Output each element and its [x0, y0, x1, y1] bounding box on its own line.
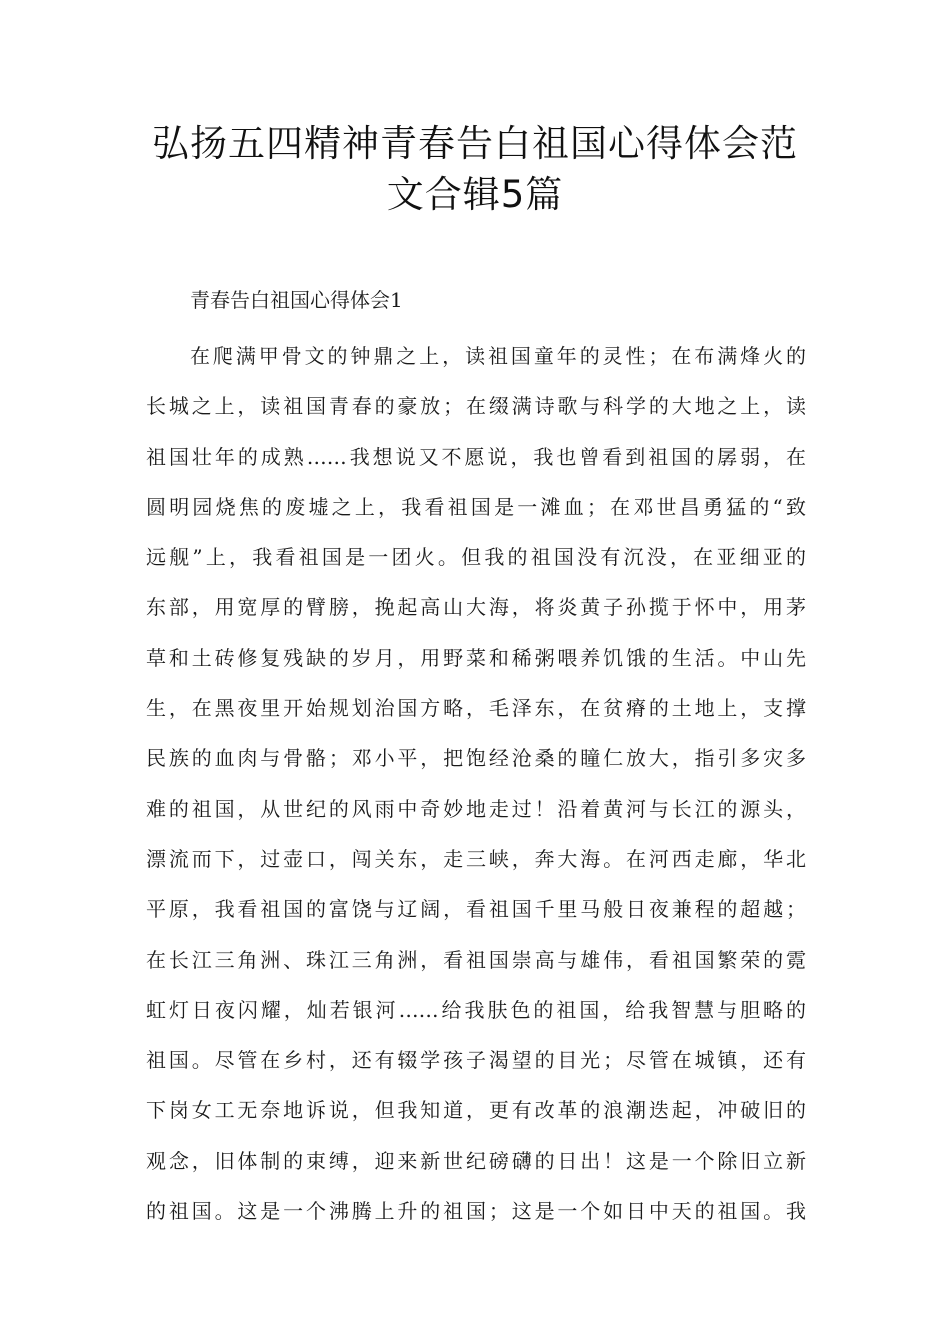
- paragraph-line: 在长江三角洲、珠江三角洲，看祖国崇高与雄伟，看祖国繁荣的霓: [146, 947, 806, 972]
- paragraph-line: 生，在黑夜里开始规划治国方略，毛泽东，在贫瘠的土地上，支撑: [146, 696, 806, 721]
- title-line: 弘扬五四精神青春告白祖国心得体会范: [152, 122, 798, 165]
- paragraph-line: 观念，旧体制的束缚，迎来新世纪磅礴的日出！这是一个除旧立新: [146, 1148, 806, 1173]
- paragraph-line: 圆明园烧焦的废墟之上，我看祖国是一滩血；在邓世昌勇猛的“致: [146, 494, 806, 519]
- paragraph-line: 平原，我看祖国的富饶与辽阔，看祖国千里马般日夜兼程的超越；: [146, 897, 806, 922]
- body-paragraph: [146, 331, 806, 1236]
- paragraph-line: 远舰”上，我看祖国是一团火。但我的祖国没有沉没，在亚细亚的: [146, 545, 806, 570]
- section-heading: 青春告白祖国心得体会1: [190, 288, 403, 312]
- paragraph-line: 漂流而下，过壶口，闯关东，走三峡，奔大海。在河西走廊，华北: [146, 846, 806, 871]
- paragraph-line: 在爬满甲骨文的钟鼎之上，读祖国童年的灵性；在布满烽火的: [190, 344, 806, 368]
- paragraph-line: 长城之上，读祖国青春的豪放；在缀满诗歌与科学的大地之上，读: [146, 394, 806, 419]
- document-title: [120, 118, 830, 220]
- paragraph-line: 虹灯日夜闪耀，灿若银河……给我肤色的祖国，给我智慧与胆略的: [146, 997, 806, 1022]
- title-line: 文合辑5篇: [386, 173, 564, 216]
- paragraph-line: 的祖国。这是一个沸腾上升的祖国；这是一个如日中天的祖国。我: [146, 1199, 806, 1224]
- paragraph-line: 祖国。尽管在乡村，还有辍学孩子渴望的目光；尽管在城镇，还有: [146, 1048, 806, 1073]
- paragraph-line: 民族的血肉与骨骼；邓小平，把饱经沧桑的瞳仁放大，指引多灾多: [146, 746, 806, 771]
- paragraph-line: 草和土砖修复残缺的岁月，用野菜和稀粥喂养饥饿的生活。中山先: [146, 645, 806, 670]
- paragraph-line: 下岗女工无奈地诉说，但我知道，更有改革的浪潮迭起，冲破旧的: [146, 1098, 806, 1123]
- paragraph-line: 祖国壮年的成熟……我想说又不愿说，我也曾看到祖国的孱弱，在: [146, 444, 806, 469]
- paragraph-line: 东部，用宽厚的臂膀，挽起高山大海，将炎黄子孙揽于怀中，用茅: [146, 595, 806, 620]
- paragraph-line: 难的祖国，从世纪的风雨中奇妙地走过！沿着黄河与长江的源头，: [146, 796, 806, 821]
